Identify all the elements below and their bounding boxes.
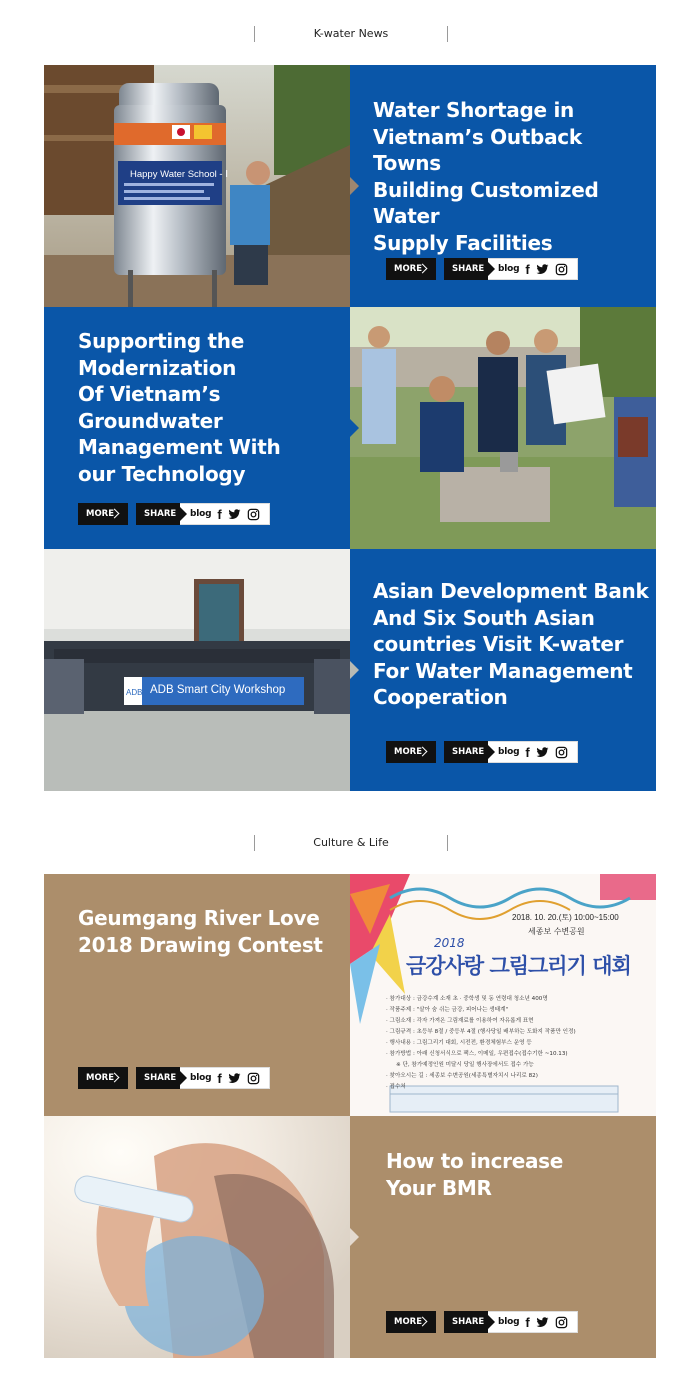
banner-text: ADB Smart City Workshop	[150, 684, 286, 696]
culture-title-1[interactable]: Geumgang River Love 2018 Drawing Contest	[78, 906, 323, 957]
blog-link[interactable]: blog	[498, 1317, 520, 1327]
blog-link[interactable]: blog	[190, 1073, 212, 1083]
news-tile-3[interactable]	[350, 549, 656, 791]
twitter-icon[interactable]	[536, 746, 549, 759]
instagram-icon[interactable]	[555, 263, 568, 276]
instagram-icon[interactable]	[247, 508, 260, 521]
action-bar	[386, 1311, 578, 1333]
banner-logo-text: ADB	[126, 688, 143, 697]
photo-groundwater-team	[350, 307, 656, 549]
poster-year: 2018	[434, 936, 465, 950]
share-button[interactable]: SHARE	[136, 503, 180, 525]
poster-line: · 찾아오시는 길 : 세종보 수변공원(세종특별자치시 나리로 82)	[386, 1073, 538, 1079]
twitter-icon[interactable]	[228, 508, 241, 521]
facebook-icon[interactable]: f	[217, 1070, 222, 1086]
culture-tile-2[interactable]	[350, 1116, 656, 1358]
blog-link[interactable]: blog	[190, 509, 212, 519]
facebook-icon[interactable]: f	[217, 506, 222, 522]
section-label-kwater-news: K-water News	[254, 26, 448, 42]
action-bar	[386, 258, 578, 280]
tank-sign-text: Happy Water School - Ⅰ	[130, 169, 229, 180]
action-bar	[78, 1067, 270, 1089]
twitter-icon[interactable]	[536, 263, 549, 276]
share-icons	[180, 1067, 270, 1089]
instagram-icon[interactable]	[555, 746, 568, 759]
poster-line: · 참가방법 : 아래 신청서식으로 팩스, 이메일, 우편접수(접수기한 ~10.13)	[386, 1051, 568, 1057]
news-tile-2[interactable]	[44, 307, 350, 549]
photo-drinking-water	[44, 1116, 350, 1358]
action-bar	[386, 741, 578, 763]
poster-line: · 그림소재 : 각자 가져온 그림재료를 이용하여 자유롭게 표현	[386, 1018, 534, 1024]
share-button[interactable]: SHARE	[136, 1067, 180, 1089]
poster-date: 2018. 10. 20.(토) 10:00~15:00	[512, 913, 619, 922]
twitter-icon[interactable]	[228, 1072, 241, 1085]
poster-drawing-contest	[350, 874, 656, 1116]
share-icons	[180, 503, 270, 525]
more-button[interactable]: MORE	[386, 1311, 436, 1333]
share-button[interactable]: SHARE	[444, 741, 488, 763]
share-icons	[488, 1311, 578, 1333]
poster-line: · 행사내용 : 그림그리기 대회, 시전전, 환경체험부스 운영 등	[386, 1040, 532, 1046]
photo-water-tank	[44, 65, 350, 307]
share-icons	[488, 741, 578, 763]
share-button[interactable]: SHARE	[444, 258, 488, 280]
culture-tile-1[interactable]	[44, 874, 350, 1116]
tile-pointer	[350, 1228, 359, 1246]
poster-line: · 참가대상 : 금강수계 소재 초 · 중학생 및 동 연령대 청소년 400명	[386, 996, 548, 1002]
news-title-1[interactable]: Water Shortage in Vietnam’s Outback Towns Building Customized Water Supply Facilities	[373, 98, 599, 255]
poster-line: · 접수처	[386, 1084, 406, 1090]
instagram-icon[interactable]	[247, 1072, 260, 1085]
poster-line: · 작품주제 : "살아 숨 쉬는 금강, 피어나는 생태계"	[386, 1007, 509, 1013]
news-tile-1[interactable]	[350, 65, 656, 307]
more-button[interactable]: MORE	[78, 503, 128, 525]
blog-link[interactable]: blog	[498, 264, 520, 274]
facebook-icon[interactable]: f	[525, 1314, 530, 1330]
share-icons	[488, 258, 578, 280]
instagram-icon[interactable]	[555, 1316, 568, 1329]
twitter-icon[interactable]	[536, 1316, 549, 1329]
poster-details	[386, 994, 648, 1093]
share-button[interactable]: SHARE	[444, 1311, 488, 1333]
facebook-icon[interactable]: f	[525, 744, 530, 760]
tile-pointer	[350, 419, 359, 437]
poster-line: ※ 단, 참가예정인원 미달시 당일 행사장에서도 접수 가능	[396, 1062, 534, 1068]
more-button[interactable]: MORE	[386, 741, 436, 763]
more-button[interactable]: MORE	[386, 258, 436, 280]
blog-link[interactable]: blog	[498, 747, 520, 757]
photo-adb-workshop	[44, 549, 350, 791]
section-label-culture-life: Culture & Life	[254, 835, 448, 851]
poster-headline: 금강사랑 그림그리기 대회	[406, 954, 631, 978]
tile-pointer	[350, 177, 359, 195]
news-title-2[interactable]: Supporting the Modernization Of Vietnam’s Groundwater Management With our Technology	[78, 329, 281, 486]
poster-venue: 세종보 수변공원	[528, 927, 585, 936]
more-button[interactable]: MORE	[78, 1067, 128, 1089]
news-title-3[interactable]: Asian Development Bank And Six South Asian countries Visit K-water For Water Management Cooperation	[373, 579, 649, 709]
poster-line: · 그림규격 : 초등부 8절 / 중등부 4절 (행사당일 배부하는 도화지 작품만 인정)	[386, 1029, 576, 1035]
facebook-icon[interactable]: f	[525, 261, 530, 277]
action-bar	[78, 503, 270, 525]
culture-title-2[interactable]: How to increase Your BMR	[386, 1149, 564, 1200]
tile-pointer	[350, 661, 359, 679]
